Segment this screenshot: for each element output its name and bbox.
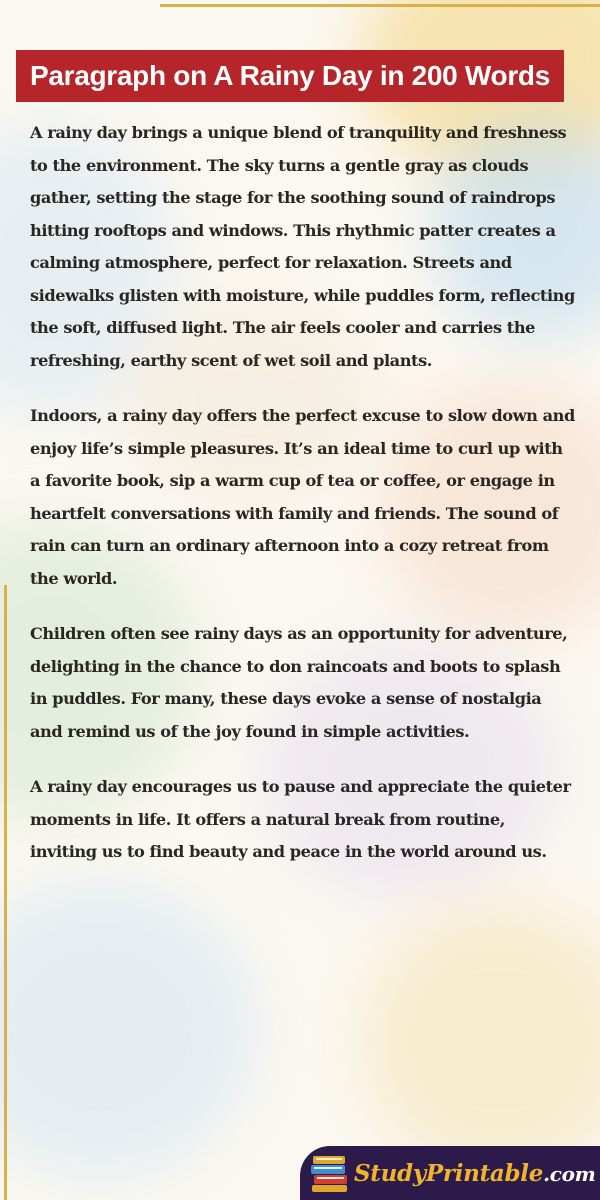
paragraph-4: A rainy day encourages us to pause and appreciate the quieter moments in life. It offers a natural break from routine, inviting us to find beauty and peace in the world around us. [30,777,571,861]
page-title: Paragraph on A Rainy Day in 200 Words [29,60,550,91]
article-body [30,117,575,892]
brand-name: StudyPrintable.com [354,1159,596,1187]
gold-border-top [160,4,600,7]
brand-suffix: .com [543,1161,596,1186]
gold-border-left [4,585,7,1200]
paragraph-3: Children often see rainy days as an opportunity for adventure, delighting in the chance to don raincoats and boots to splash in puddles. For many, these days evoke a sense of nostalgia and remind us of the joy found in simple activities. [30,624,568,741]
title-banner [16,50,564,102]
watercolor-wash [360,900,600,1180]
paragraph-2: Indoors, a rainy day offers the perfect excuse to slow down and enjoy life’s simple pleasures. It’s an ideal time to curl up with a favorite book, sip a warm cup of tea or coffee, or engage in heartfelt conversations with family and friends. The sound of rain can turn an ordinary afternoon into a cozy retreat from the world. [30,406,575,588]
brand-logo[interactable] [300,1146,600,1200]
watercolor-wash [0,880,260,1180]
books-icon [310,1152,350,1194]
paragraph-1: A rainy day brings a unique blend of tranquility and freshness to the environment. The sky turns a gentle gray as clouds gather, setting the stage for the soothing sound of raindrops hitting rooftops and windows. This rhythmic patter creates a calming atmosphere, perfect for relaxation. Streets and sidewalks glisten with moisture, while puddles form, reflecting the soft, diffused light. The air feels cooler and carries the refreshing, earthy scent of wet soil and plants. [30,123,575,370]
